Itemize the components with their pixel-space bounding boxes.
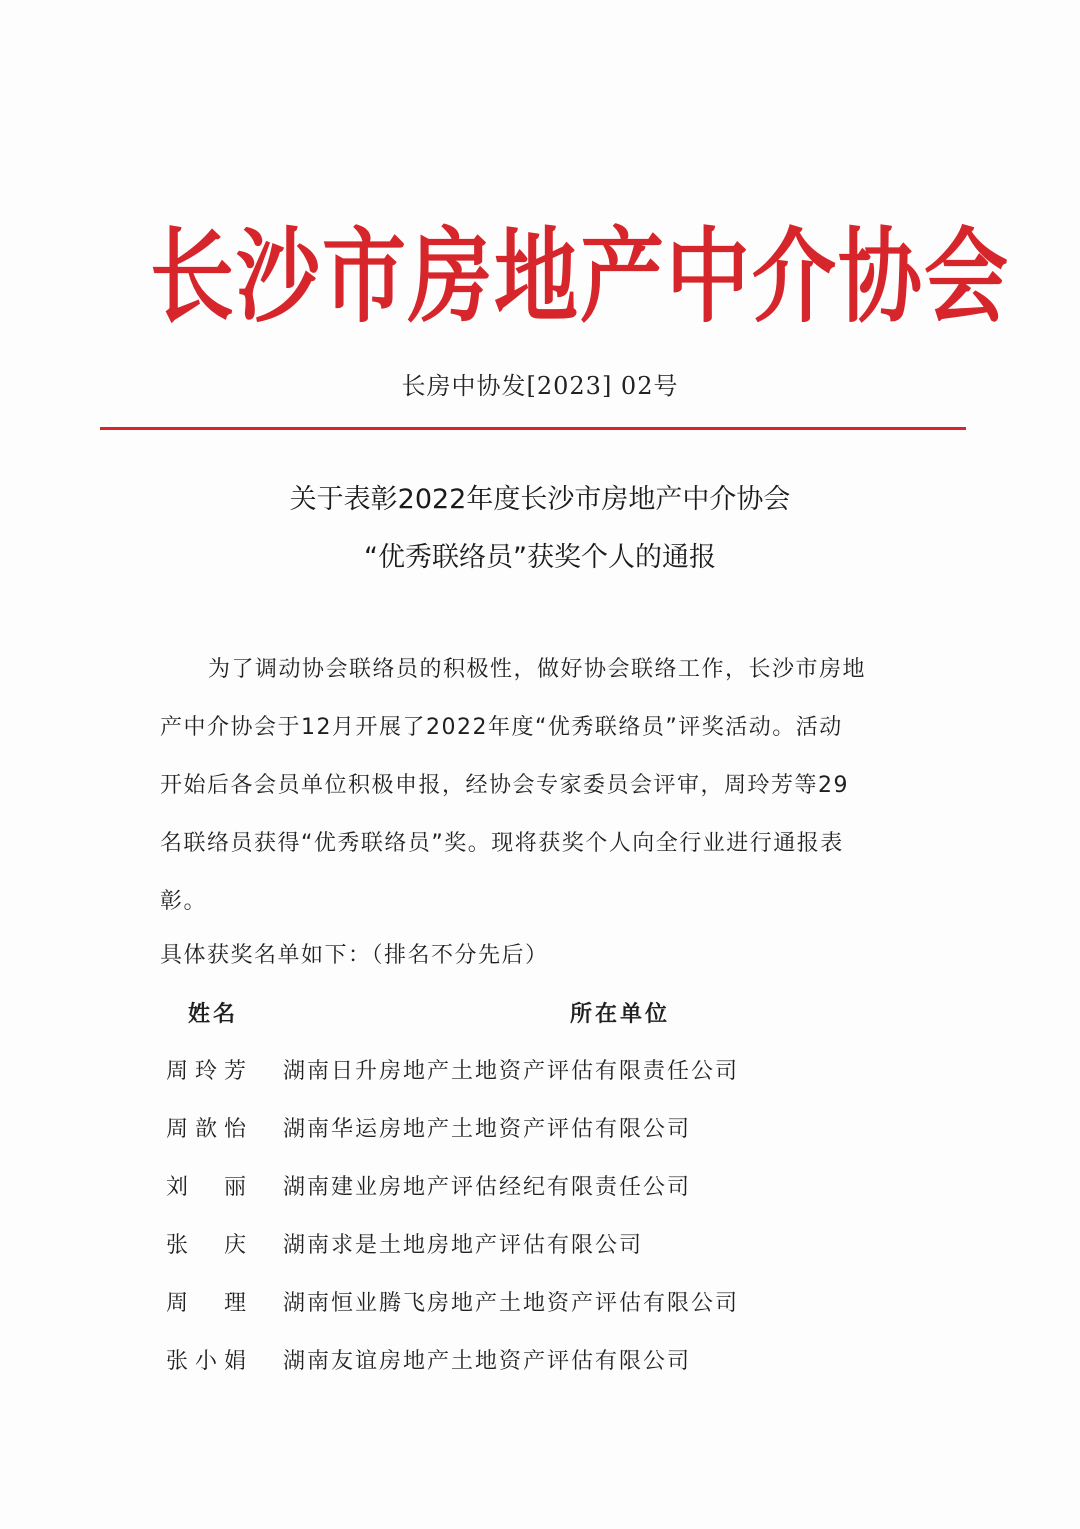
awardee-unit: 湖南华运房地产土地资产评估有限公司	[283, 1117, 692, 1142]
table-row	[0, 1054, 1080, 1094]
awardee-name: 周理	[166, 1291, 246, 1316]
awardee-unit: 湖南恒业腾飞房地产土地资产评估有限公司	[283, 1291, 740, 1316]
awardee-name: 周玲芳	[166, 1059, 246, 1084]
award-list-intro: 具体获奖名单如下：（排名不分先后）	[160, 943, 549, 968]
table-row	[0, 1286, 1080, 1326]
red-divider-line	[100, 427, 966, 430]
awardee-name: 周歆怡	[166, 1117, 246, 1142]
table-row	[0, 1112, 1080, 1152]
table-header-name: 姓名	[188, 1002, 239, 1027]
body-line-4: 名联络员获得“优秀联络员”奖。现将获奖个人向全行业进行通报表	[160, 831, 844, 856]
awardee-name: 张小娟	[166, 1349, 246, 1374]
awardee-unit: 湖南建业房地产评估经纪有限责任公司	[283, 1175, 692, 1200]
body-line-5: 彰。	[160, 889, 208, 914]
body-line-3: 开始后各会员单位积极申报，经协会专家委员会评审，周玲芳等29	[160, 773, 849, 798]
document-title-line-2: “优秀联络员”获奖个人的通报	[364, 542, 716, 573]
awardee-unit: 湖南求是土地房地产评估有限公司	[283, 1233, 644, 1258]
document-number: 长房中协发[2023] 02号	[401, 372, 679, 400]
body-line-1: 为了调动协会联络员的积极性，做好协会联络工作，长沙市房地	[208, 657, 867, 682]
organization-masthead: 长沙市房地产中介协会	[150, 215, 1011, 337]
table-header-unit: 所在单位	[570, 1002, 671, 1027]
awardee-name: 刘丽	[166, 1175, 246, 1200]
awardee-unit: 湖南日升房地产土地资产评估有限责任公司	[283, 1059, 740, 1084]
body-line-2: 产中介协会于12月开展了2022年度“优秀联络员”评奖活动。活动	[160, 715, 843, 740]
awardee-name: 张庆	[166, 1233, 246, 1258]
awardee-unit: 湖南友谊房地产土地资产评估有限公司	[283, 1349, 692, 1374]
table-row	[0, 1344, 1080, 1384]
table-row	[0, 1170, 1080, 1210]
document-title-line-1: 关于表彰2022年度长沙市房地产中介协会	[289, 484, 791, 515]
table-row	[0, 1228, 1080, 1268]
